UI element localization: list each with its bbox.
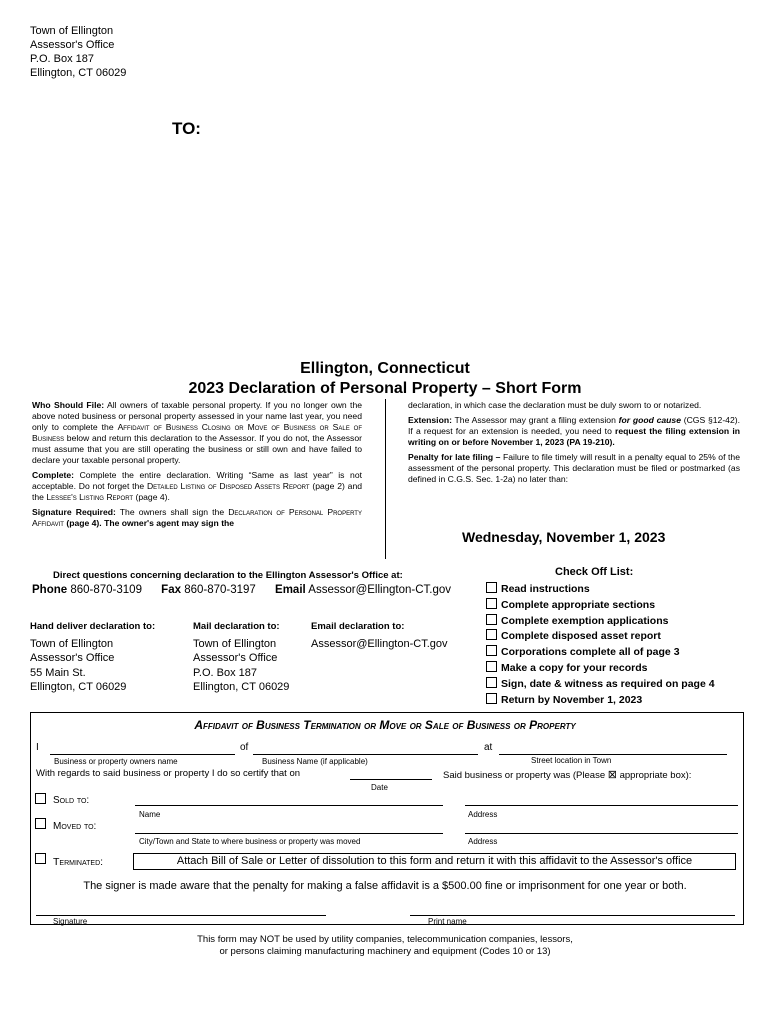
name-caption: Name bbox=[139, 810, 161, 819]
checklist-item[interactable]: Complete exemption applications bbox=[486, 614, 715, 630]
regards-text: With regards to said business or property I do so certify that on bbox=[36, 768, 301, 779]
who-label: Who Should File: bbox=[32, 400, 105, 410]
date-field[interactable] bbox=[350, 779, 432, 780]
return-address-line: P.O. Box 187 bbox=[30, 53, 95, 65]
checkbox[interactable] bbox=[486, 614, 497, 625]
hand-deliver-header: Hand deliver declaration to: bbox=[30, 621, 156, 632]
address-line: Ellington, CT 06029 bbox=[30, 681, 127, 693]
footer-line: This form may NOT be used by utility companies, telecommunication companies, lessors, bbox=[197, 934, 573, 945]
of-label: of bbox=[240, 742, 249, 753]
signature-caption: Signature bbox=[53, 917, 88, 926]
sold-to-label: Sold to: bbox=[53, 795, 90, 806]
return-address bbox=[30, 24, 126, 80]
checkbox[interactable] bbox=[486, 598, 497, 609]
sold-to-name-field[interactable] bbox=[135, 805, 443, 806]
mail-block bbox=[193, 620, 289, 695]
form-title-town: Ellington, Connecticut bbox=[300, 360, 470, 377]
address-line: Town of Ellington bbox=[193, 637, 277, 650]
email-declaration-header: Email declaration to: bbox=[311, 621, 405, 632]
checkbox[interactable] bbox=[486, 693, 497, 704]
complete-label: Complete: bbox=[32, 470, 75, 480]
signature-label: Signature Required: bbox=[32, 507, 116, 517]
who-text: below and return this declaration to the Assessor. If you do not, the Assessor must assume that you are still operating the business or still own and have failed to declare your taxable personal property. bbox=[32, 433, 362, 465]
signature-field[interactable] bbox=[36, 915, 326, 916]
affidavit-title: Affidavit of Business Termination or Move or Sale of Business or Property bbox=[194, 718, 576, 732]
at-label: at bbox=[484, 742, 493, 753]
checklist-item[interactable]: Make a copy for your records bbox=[486, 661, 715, 677]
return-address-line: Town of Ellington bbox=[30, 25, 114, 37]
moved-to-checkbox[interactable] bbox=[35, 818, 46, 829]
sold-to-checkbox[interactable] bbox=[35, 793, 46, 804]
direct-questions-text: Direct questions concerning declaration to the Ellington Assessor's Office at: bbox=[53, 570, 403, 581]
extension-text: The Assessor may grant a filing extension bbox=[451, 415, 619, 425]
extension-label: Extension: bbox=[408, 415, 452, 425]
who-should-file bbox=[32, 400, 362, 466]
moved-to-city-field[interactable] bbox=[135, 833, 443, 834]
street-location-caption: Street location in Town bbox=[531, 756, 612, 765]
signature-instructions bbox=[32, 507, 362, 529]
mail-header: Mail declaration to: bbox=[193, 621, 280, 632]
instructions-right-column bbox=[408, 400, 740, 489]
checklist-item[interactable]: Return by November 1, 2023 bbox=[486, 693, 715, 709]
complete-text: (page 4). bbox=[133, 492, 170, 502]
checklist-item[interactable]: Complete disposed asset report bbox=[486, 629, 715, 645]
footer-note bbox=[0, 934, 770, 958]
fax-number: 860-870-3197 bbox=[184, 584, 256, 596]
complete-instructions bbox=[32, 470, 362, 503]
penalty-text: Failure to file timely will result in a penalty equal to 25% of the assessment of the personal property. This declaration must be filed or postmarked (as defined in C.G.S. Sec. 1-2a) no later than: bbox=[408, 452, 740, 484]
who-text: All owners of taxable personal property. If you no longer own the above noted business or personal property assessed in your name last year, you need only to complete the bbox=[32, 400, 363, 432]
complete-text: Complete the entire declaration. Writing “Same as last year” is not acceptable. Do not forget the bbox=[32, 470, 362, 491]
terminated-label: Terminated: bbox=[53, 856, 104, 868]
instructions-left-column bbox=[32, 400, 362, 533]
city-caption: City/Town and State to where business or property was moved bbox=[139, 837, 361, 846]
business-name-caption: Business Name (if applicable) bbox=[262, 757, 368, 766]
footer-line: or persons claiming manufacturing machinery and equipment (Codes 10 or 13) bbox=[219, 946, 551, 957]
complete-text: (page 2) and the bbox=[32, 481, 363, 502]
email-declaration-address: Assessor@Ellington-CT.gov bbox=[311, 637, 448, 650]
address-line: Assessor's Office bbox=[30, 652, 115, 664]
moved-to-label: Moved to: bbox=[53, 821, 97, 832]
terminated-checkbox[interactable] bbox=[35, 853, 46, 864]
extension-text: (CGS §12-42). If a request for an extension is needed, you need to bbox=[408, 415, 740, 436]
print-name-field[interactable] bbox=[410, 915, 735, 916]
good-cause-text: for good cause bbox=[618, 415, 681, 425]
checked-box-icon: ⊠ bbox=[607, 769, 617, 781]
return-address-line: Ellington, CT 06029 bbox=[30, 67, 127, 79]
affidavit-box bbox=[30, 712, 744, 925]
signature-text: (page 4). The owner's agent may sign the bbox=[63, 518, 235, 528]
sold-to-address-field[interactable] bbox=[465, 805, 738, 806]
column-divider bbox=[385, 399, 386, 559]
contact-line bbox=[32, 584, 451, 596]
false-affidavit-penalty: The signer is made aware that the penalty for making a false affidavit is a $500.00 fine or imprisonment for one year or both. bbox=[83, 880, 687, 892]
date-caption: Date bbox=[371, 783, 388, 792]
checkbox[interactable] bbox=[486, 582, 497, 593]
business-name-field[interactable] bbox=[253, 754, 478, 755]
said-was-text: Said business or property was (Please ⊠ appropriate box): bbox=[443, 769, 692, 781]
phone-label: Phone bbox=[32, 584, 68, 596]
attach-note: Attach Bill of Sale or Letter of dissolution to this form and return it with this affidavit to the Assessor's office bbox=[133, 853, 736, 870]
address-caption: Address bbox=[468, 810, 498, 819]
penalty-label: Penalty for late filing – bbox=[408, 452, 501, 462]
extension-deadline-text: request the filing extension in writing on or before November 1, 2023 (PA 19-210). bbox=[408, 426, 740, 447]
address-line: Town of Ellington bbox=[30, 637, 114, 650]
checkbox[interactable] bbox=[486, 629, 497, 640]
declaration-affidavit-reference: Declaration of Personal Property Affidavit bbox=[32, 507, 362, 528]
filing-deadline: Wednesday, November 1, 2023 bbox=[462, 529, 666, 545]
checklist bbox=[486, 582, 715, 708]
email-address: Assessor@Ellington-CT.gov bbox=[308, 584, 451, 596]
fax-label: Fax bbox=[161, 584, 181, 596]
moved-to-address-field[interactable] bbox=[465, 833, 738, 834]
address-caption: Address bbox=[468, 837, 498, 846]
i-label: I bbox=[36, 742, 39, 753]
checkbox[interactable] bbox=[486, 645, 497, 656]
phone-number: 860-870-3109 bbox=[70, 584, 142, 596]
checklist-item[interactable]: Corporations complete all of page 3 bbox=[486, 645, 715, 661]
address-line: Assessor's Office bbox=[193, 652, 278, 664]
checklist-title: Check Off List: bbox=[555, 566, 634, 578]
street-location-field[interactable] bbox=[499, 754, 727, 755]
checkbox[interactable] bbox=[486, 677, 497, 688]
checkbox[interactable] bbox=[486, 661, 497, 672]
owner-name-field[interactable] bbox=[50, 754, 235, 755]
return-address-line: Assessor's Office bbox=[30, 39, 115, 51]
checklist-item[interactable]: Complete appropriate sections bbox=[486, 598, 715, 614]
hand-deliver-block bbox=[30, 620, 155, 695]
print-name-caption: Print name bbox=[428, 917, 467, 926]
address-line: Ellington, CT 06029 bbox=[193, 681, 290, 693]
owner-name-caption: Business or property owners name bbox=[54, 757, 178, 766]
late-penalty-instructions bbox=[408, 452, 740, 485]
lessee-report-reference: Lessee's Listing Report bbox=[46, 492, 134, 502]
affidavit-reference: Affidavit of Business Closing or Move of Business or Sale of Business bbox=[32, 422, 362, 443]
email-label: Email bbox=[275, 584, 306, 596]
extension-instructions bbox=[408, 415, 740, 448]
address-line: P.O. Box 187 bbox=[193, 666, 258, 679]
continued-text: declaration, in which case the declaration must be duly sworn to or notarized. bbox=[408, 400, 702, 410]
disposed-assets-reference: Detailed Listing of Disposed Assets Report bbox=[146, 481, 310, 491]
address-line: 55 Main St. bbox=[30, 666, 86, 679]
checklist-item[interactable]: Sign, date & witness as required on page 4 bbox=[486, 677, 715, 693]
checklist-item[interactable]: Read instructions bbox=[486, 582, 715, 598]
signature-text: The owners shall sign the bbox=[115, 507, 229, 517]
form-title: 2023 Declaration of Personal Property – Short Form bbox=[188, 380, 582, 397]
email-block bbox=[311, 620, 448, 651]
to-label: TO: bbox=[172, 119, 201, 138]
